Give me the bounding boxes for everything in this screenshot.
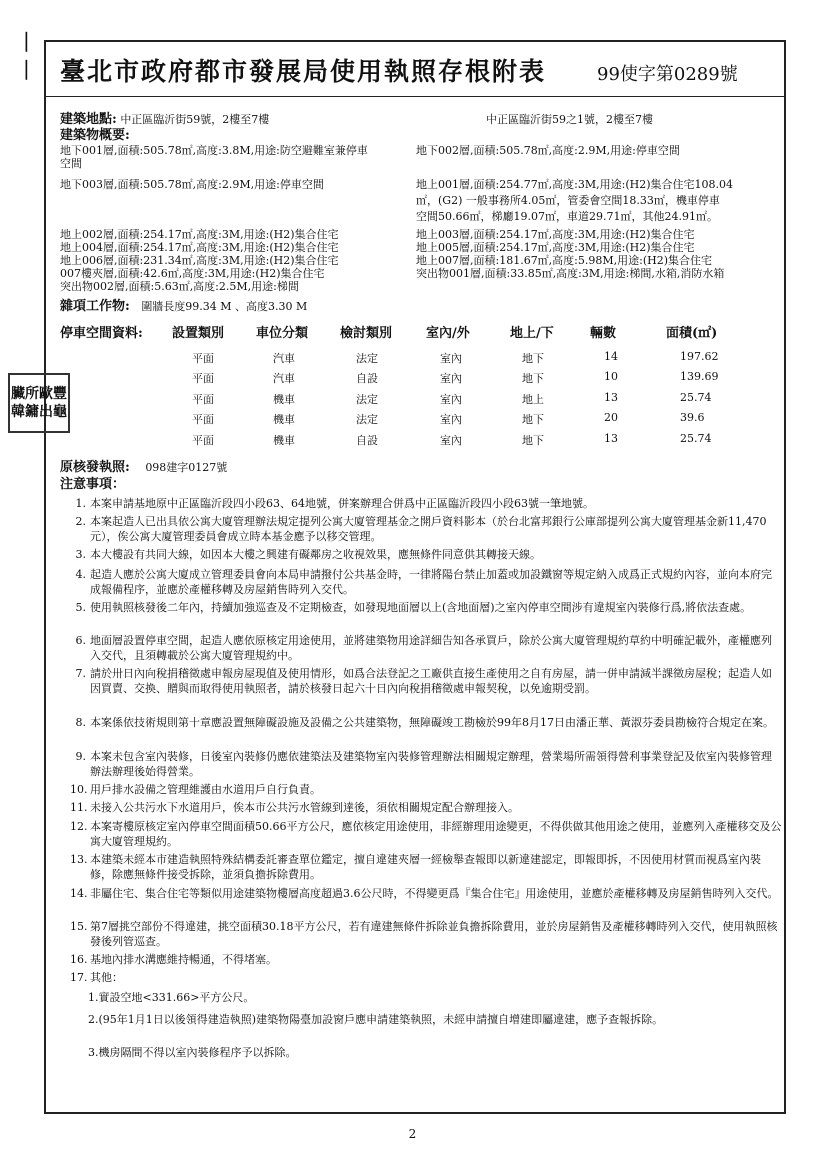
note-item	[70, 801, 782, 816]
note-text: 本案寄樓原核定室內停車空間面積50.66平方公尺，應依核定用途使用，非經辦理用途變更，不得供做其他用途之使用，並應列入產權移交及公寓大廈管理規約。	[90, 820, 782, 848]
note-sub-item: 3.機房隔間不得以室內裝修程序予以拆除。	[88, 1046, 297, 1059]
cell: 室內	[440, 352, 462, 365]
cell: 地上	[522, 393, 544, 406]
parking-header-level: 地上/下	[510, 326, 554, 341]
document-title: 臺北市政府都市發展局使用執照存根附表	[60, 57, 547, 86]
overview-label: 建築物概要:	[60, 128, 130, 143]
cell: 自設	[356, 434, 378, 447]
note-text: 地面層設置停車空間，起造人應依原核定用途使用，並將建築物用途詳細告知各承買戶，除於公寓大廈管理規約草約中明確記載外，產權應列入交代，且須轉載於公寓大廈管理規約中。	[90, 634, 772, 662]
cell: 自設	[356, 372, 378, 385]
cell: 法定	[356, 393, 378, 406]
cell: 平面	[192, 413, 214, 426]
cell: 10	[604, 370, 618, 383]
note-text: 本建築未經本市建造執照特殊結構委託審查單位鑑定，擅自違建夾層一經檢舉查報即以新違建認定，即報即拆，不因使用材質而視爲室內裝修，除應無條件接受拆除，並須負擔拆除費用。	[90, 853, 761, 881]
cell: 地下	[522, 434, 544, 447]
note-text: 其他：	[90, 971, 123, 984]
original-permit-label: 原核發執照:	[60, 460, 130, 475]
note-item	[70, 820, 782, 849]
cell: 13	[604, 391, 618, 404]
floor-5: 地上005層,面積:254.17㎡,高度:3M,用途:(H2)集合住宅	[416, 241, 695, 254]
official-seal	[8, 373, 70, 433]
site-address-1: 中正區臨沂街59號，2樓至7樓	[120, 113, 270, 126]
note-number: 14.	[70, 887, 88, 900]
note-item	[70, 497, 782, 512]
note-text: 本案係依技術規則第十章應設置無障礙設施及設備之公共建築物，無障礙竣工勘檢於99年8月17日由潘正華、黃淑芬委員勘檢符合規定在案。	[90, 716, 774, 729]
cell: 室內	[440, 434, 462, 447]
seal-char: 豐	[53, 386, 67, 402]
note-item	[70, 750, 782, 779]
note-number: 10.	[70, 783, 88, 796]
site-label: 建築地點:	[60, 112, 117, 127]
parking-header-count: 輛數	[590, 326, 617, 341]
floor-4: 地上004層,面積:254.17㎡,高度:3M,用途:(H2)集合住宅	[60, 241, 339, 254]
note-number: 11.	[70, 801, 88, 814]
note-number: 5.	[75, 601, 86, 614]
note-item	[70, 634, 782, 663]
cell: 地下	[522, 352, 544, 365]
header-divider	[46, 96, 784, 97]
page-number: 2	[408, 1127, 417, 1141]
note-item	[70, 953, 782, 968]
floor-7: 地上007層,面積:181.67㎡,高度:5.98M,用途:(H2)集合住宅	[416, 254, 713, 267]
note-item	[70, 783, 782, 798]
original-permit-row	[60, 461, 227, 474]
cell: 汽車	[273, 352, 295, 365]
floor-2: 地上002層,面積:254.17㎡,高度:3M,用途:(H2)集合住宅	[60, 228, 339, 241]
rooftop-2: 突出物002層,面積:5.63㎡,高度:2.5M,用途:梯間	[60, 280, 299, 293]
cell: 平面	[192, 393, 214, 406]
cell: 機車	[273, 393, 295, 406]
note-item	[70, 971, 782, 986]
cell: 室內	[440, 372, 462, 385]
cell: 機車	[273, 434, 295, 447]
note-sub-item: 2.(95年1月1日以後領得建造執照)建築物陽臺加設窗戶應申請建築執照，未經申請擅自增建即屬違建，應予查報拆除。	[88, 1013, 664, 1026]
floor-1-line3: 空間50.66㎡，梯廳19.07㎡，車道29.71㎡，其他24.91㎡。	[416, 210, 718, 223]
floor-b3: 地下003層,面積:505.78㎡,高度:2.9M,用途:停車空間	[60, 178, 324, 191]
floor-7-mezzanine: 007樓夾層,面積:42.6㎡,高度:3M,用途:(H2)集合住宅	[60, 267, 325, 280]
note-number: 7.	[75, 667, 86, 680]
cell: 法定	[356, 413, 378, 426]
cell: 汽車	[273, 372, 295, 385]
margin-mark-top: ❘	[18, 28, 35, 52]
note-text: 用戶排水設備之管理維護由水道用戶自行負責。	[90, 783, 321, 796]
note-text: 使用執照核發後二年內，持續加強巡查及不定期檢查，如發現地面層以上(含地面層)之室內停車空間涉有違規室內裝修行爲,將依法查處。	[90, 601, 752, 614]
cell: 25.74	[680, 432, 712, 445]
cell: 地下	[522, 413, 544, 426]
note-text: 基地內排水溝應維持暢通，不得堵塞。	[90, 953, 277, 966]
misc-work-row	[60, 300, 307, 313]
note-number: 8.	[75, 716, 86, 729]
cell: 機車	[273, 413, 295, 426]
cell: 地下	[522, 372, 544, 385]
cell: 平面	[192, 352, 214, 365]
note-item	[70, 568, 782, 597]
cell: 25.74	[680, 391, 712, 404]
note-number: 3.	[75, 548, 86, 561]
parking-header-inout: 室內/外	[426, 326, 470, 341]
parking-header-area: 面積(㎡)	[666, 326, 718, 341]
note-number: 16.	[70, 953, 88, 966]
cell: 平面	[192, 434, 214, 447]
floor-b1-cont: 空間	[60, 157, 82, 170]
cell: 室內	[440, 413, 462, 426]
site-row	[60, 113, 269, 126]
cell: 197.62	[680, 350, 719, 363]
misc-work-label: 雜項工作物:	[60, 299, 130, 314]
note-number: 4.	[75, 568, 86, 581]
cell: 139.69	[680, 370, 719, 383]
seal-char: 韓	[11, 404, 25, 420]
note-number: 12.	[70, 820, 88, 833]
note-text: 本大樓設有共同大線，如因本大樓之興建有礙鄰房之收視效果，應無條件同意供其轉接天線。	[90, 548, 541, 561]
parking-header-class: 車位分類	[256, 326, 309, 341]
note-text: 本案起造人已出具依公寓大廈管理辦法規定提列公寓大廈管理基金之開戶資料影本（於台北富邦銀行公庫部提列公寓大廈管理基金新11,470元），俟公寓大廈管理委員會成立時本基金應予以移交管理。	[90, 515, 767, 543]
seal-char: 龜	[53, 404, 67, 420]
note-item	[70, 667, 782, 696]
note-item	[70, 515, 782, 544]
parking-label: 停車空間資料:	[60, 326, 143, 341]
seal-char: 鏞	[25, 404, 39, 420]
cell: 平面	[192, 372, 214, 385]
seal-char: 歐	[39, 386, 53, 402]
note-number: 6.	[75, 634, 86, 647]
parking-header-type: 設置類別	[172, 326, 225, 341]
floor-1-line1: 地上001層,面積:254.77㎡,高度:3M,用途:(H2)集合住宅108.04	[416, 178, 734, 191]
note-item	[70, 887, 782, 902]
seal-char: 臟	[11, 386, 25, 402]
note-text: 本案申請基地原中正區臨沂段四小段63、64地號，併案辦理合併爲中正區臨沂段四小段63號一筆地號。	[90, 497, 594, 510]
site-address-2: 中正區臨沂街59之1號，2樓至7樓	[486, 113, 653, 126]
cell: 14	[604, 350, 618, 363]
note-item	[70, 601, 782, 616]
floor-b1: 地下001層,面積:505.78㎡,高度:3.8M,用途:防空避難室兼停車	[60, 144, 368, 157]
seal-char: 所	[25, 386, 39, 402]
permit-number: 99使字第0289號	[597, 64, 738, 85]
floor-3: 地上003層,面積:254.17㎡,高度:3M,用途:(H2)集合住宅	[416, 228, 695, 241]
cell: 39.6	[680, 411, 705, 424]
cell: 13	[604, 432, 618, 445]
note-number: 15.	[70, 920, 88, 933]
notes-label: 注意事項：	[60, 477, 126, 492]
note-number: 2.	[75, 515, 86, 528]
misc-work-value: 圍牆長度99.34 M 、高度3.30 M	[141, 300, 308, 313]
seal-char: 出	[39, 404, 53, 420]
note-number: 13.	[70, 853, 88, 866]
note-item	[70, 853, 782, 882]
note-text: 本案未包含室內裝修，日後室內裝修仍應依建築法及建築物室內裝修管理辦法相關規定辦理，營業場所需領得營利事業登記及依室內裝修管理辦法辦理後始得營業。	[90, 750, 772, 778]
original-permit-value: 098建字0127號	[145, 461, 228, 474]
note-sub-item: 1.實設空地<331.66>平方公尺。	[88, 991, 255, 1004]
note-text: 起造人應於公寓大廈成立管理委員會向本局申請撥付公共基金時，一律將陽台禁止加蓋或加設鐵窗等規定納入成爲正式規約內容，並向本府完成報備程序，並應於產權移轉及房屋銷售時列入交代。	[90, 568, 772, 596]
note-text: 未接入公共污水下水道用戶，俟本市公共污水管線到達後，須依相關規定配合辦理接入。	[90, 801, 519, 814]
cell: 法定	[356, 352, 378, 365]
margin-mark-bottom: ❘	[18, 56, 35, 80]
rooftop-1: 突出物001層,面積:33.85㎡,高度:3M,用途:梯間,水箱,消防水箱	[416, 267, 725, 280]
note-text: 非屬住宅、集合住宅等類似用途建築物樓層高度超過3.6公尺時，不得變更爲『集合住宅』用途使用，並應於產權移轉及房屋銷售時列入交代。	[90, 887, 779, 900]
floor-6: 地上006層,面積:231.34㎡,高度:3M,用途:(H2)集合住宅	[60, 254, 339, 267]
note-text: 第7層挑空部份不得違建，挑空面積30.18平方公尺，若有違建無條件拆除並負擔拆除費用，並於房屋銷售及產權移轉時列入交代，使用執照核發後列管巡查。	[90, 920, 778, 948]
note-number: 9.	[75, 750, 86, 763]
parking-header-review: 檢討類別	[340, 326, 393, 341]
note-item	[70, 548, 782, 563]
note-item	[70, 716, 782, 731]
note-number: 1.	[75, 497, 86, 510]
cell: 室內	[440, 393, 462, 406]
cell: 20	[604, 411, 618, 424]
note-text: 請於卅日內向稅捐稽徵處申報房屋現值及使用情形，如爲合法登記之工廠供直接生產使用之自有房屋，請一併申請減半課徵房屋稅；起造人如因買賣、交換、贈與而取得使用執照者，請於核發日起六十日內向稅捐稽徵處申報契稅，以免逾期受罰。	[90, 667, 772, 695]
floor-1-line2: ㎡，(G2) 一般事務所4.05㎡，管委會空間18.33㎡，機車停車	[416, 194, 720, 207]
note-number: 17.	[70, 971, 88, 984]
floor-b2: 地下002層,面積:505.78㎡,高度:2.9M,用途:停車空間	[416, 144, 680, 157]
note-item	[70, 920, 782, 949]
